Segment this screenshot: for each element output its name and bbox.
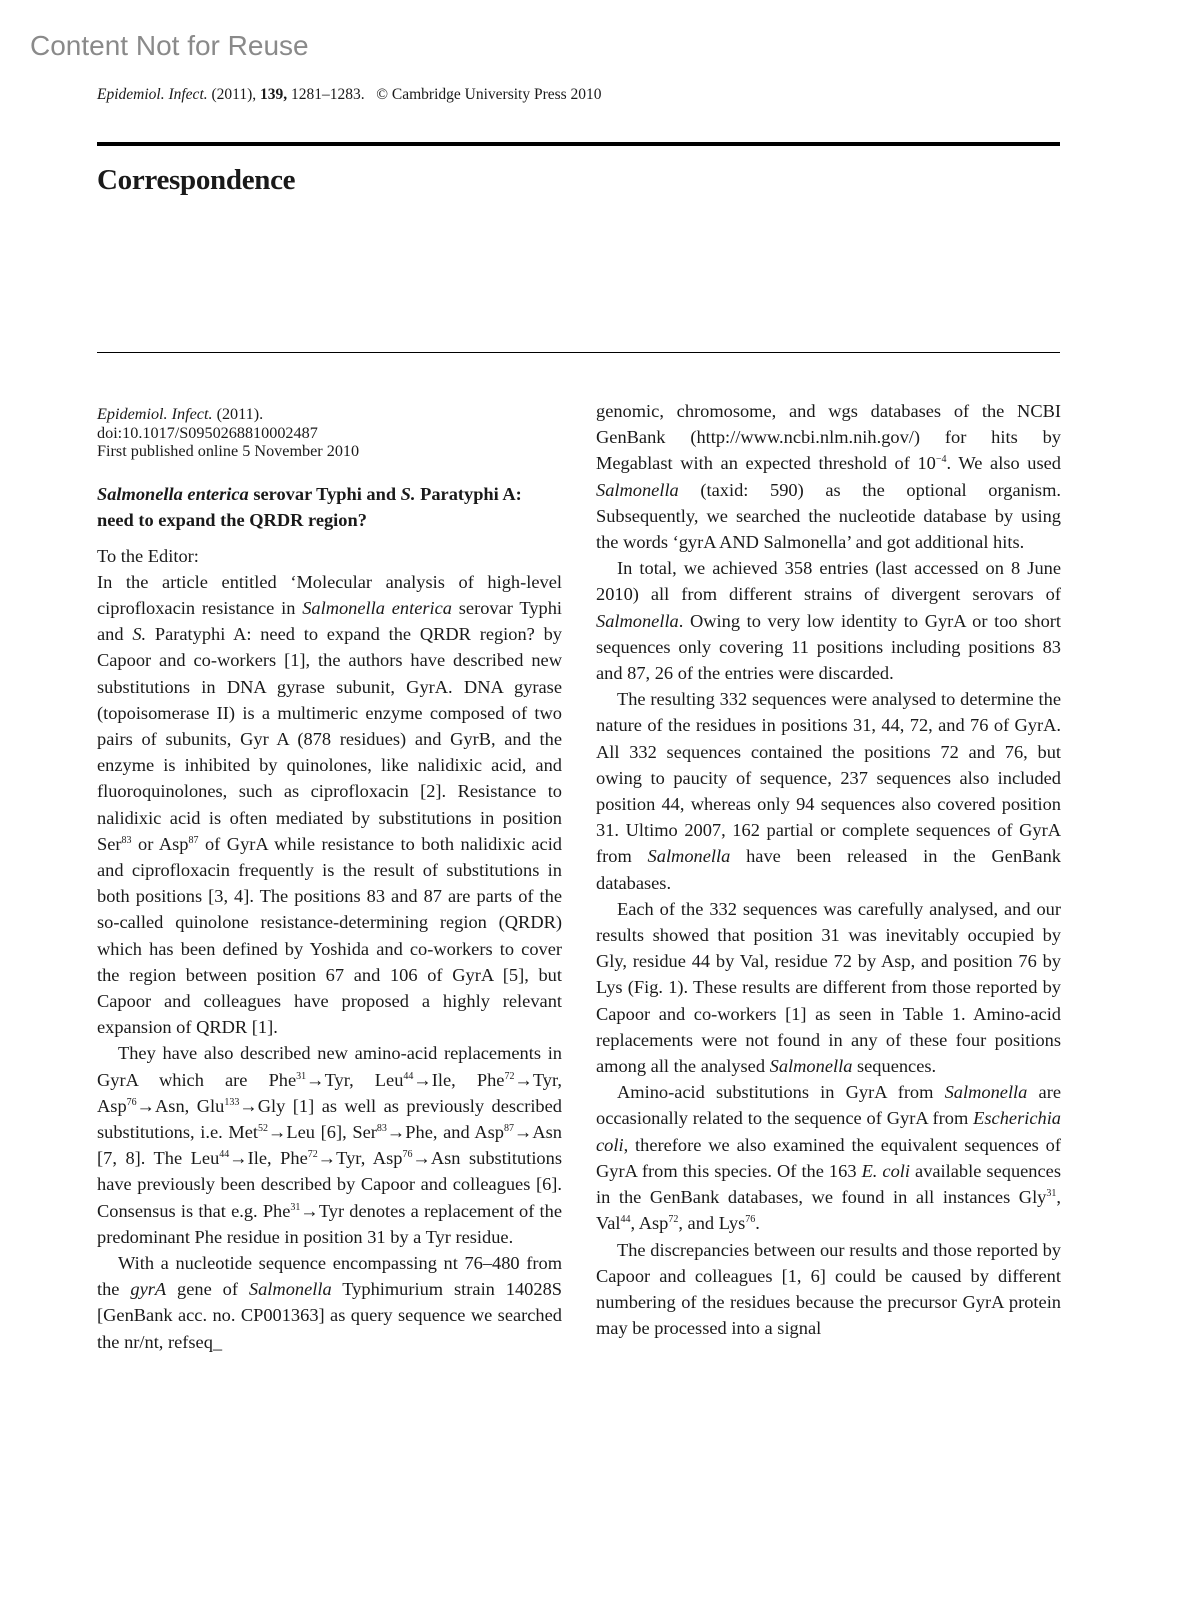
text-run: They have also described new amino-acid replacements in GyrA which are Phe: [97, 1043, 562, 1090]
text-run: With a nucleotide sequence encompassing nt 76–480 from the: [97, 1252, 562, 1300]
title-part2: Paratyphi A: need to expand the QRDR region?: [97, 483, 522, 530]
superscript: 76: [402, 1149, 413, 1161]
header-rule: [97, 142, 1060, 146]
italic-run: Salmonella enterica: [302, 597, 452, 618]
text-run: are occasionally related to the sequence of GyrA from: [596, 1082, 1061, 1129]
journal-volume: 139,: [260, 86, 288, 103]
body-paragraph-5: [596, 555, 1061, 686]
superscript: 31: [296, 1070, 307, 1082]
text-run: →Asn substitutions have previously been described by Capoor and colleagues [6]. Consensus is that e.g. Phe: [97, 1148, 562, 1221]
text-run: →Tyr denotes a replacement of the predominant Phe residue in position 31 by a Tyr residue.: [97, 1200, 562, 1247]
text-run: . We also used: [946, 453, 1061, 474]
article-title: [97, 481, 562, 533]
text-run: The resulting 332 sequences were analysed to determine the nature of the residues in positions 31, 44, 72, and 76 of GyrA. All 332 sequences contained the positions 72 and 76, but owing to paucity of sequence, 237 sequences also included position 44, whereas only 94 sequences also covered position 31. Ultimo 2007, 162 partial or complete sequences of GyrA from: [596, 689, 1061, 867]
body-paragraph-8: [596, 1079, 1061, 1236]
text-run: In total, we achieved 358 entries (last accessed on 8 June 2010) all from different strains of divergent serovars of: [596, 558, 1061, 605]
section-rule: [97, 352, 1060, 353]
text-run: available sequences in the GenBank databases, we found in all instances Gly: [596, 1160, 1061, 1208]
text-run: , Asp: [630, 1213, 669, 1234]
text-run: →Tyr, Asp: [97, 1069, 562, 1116]
superscript: 31: [290, 1201, 301, 1213]
superscript: 133: [224, 1096, 240, 1108]
text-run: →Tyr, Leu: [306, 1069, 404, 1090]
superscript: 72: [307, 1149, 318, 1161]
text-run: serovar Typhi and: [97, 597, 562, 645]
superscript: 44: [403, 1070, 414, 1082]
text-run: Each of the 332 sequences was carefully analysed, and our results showed that position 31 was inevitably occupied by Gly, residue 44 by Val, residue 72 by Asp, and position 76 by Lys (Fig. 1). These results are different from those reported by Capoor and co-workers [1] as seen in Table 1. Amino-acid replacements were not found in any of these four positions among all the analysed: [596, 898, 1061, 1077]
text-run: gene of: [166, 1279, 249, 1300]
text-run: Paratyphi A: need to expand the QRDR region? by Capoor and co-workers [1], the authors have described new substitutions in DNA gyrase subunit, GyrA. DNA gyrase (topoisomerase II) is a multimeric enzyme composed of two pairs of subunits, Gyr A (878 residues) and GyrB, and the enzyme is inhibited by quinolones, like nalidixic acid, and fluoroquinolones, such as ciprofloxacin [2]. Resistance to nalidixic acid is often mediated by substitutions in position Ser: [97, 624, 562, 854]
text-run: →Ile, Phe: [413, 1069, 505, 1090]
superscript: −4: [935, 454, 947, 466]
body-paragraph-7: [596, 896, 1061, 1079]
superscript: 31: [1046, 1188, 1057, 1200]
body-paragraph-6: [596, 686, 1061, 896]
italic-run: E. coli: [861, 1160, 910, 1181]
superscript: 83: [376, 1122, 387, 1134]
text-run: →Leu [6], Ser: [268, 1121, 377, 1142]
italic-run: Salmonella: [769, 1056, 853, 1077]
superscript: 87: [503, 1122, 514, 1134]
text-run: , and Lys: [678, 1213, 746, 1234]
copyright-notice: © Cambridge University Press 2010: [376, 86, 602, 103]
text-run: Amino-acid substitutions in GyrA from: [617, 1082, 945, 1103]
section-title: Correspondence: [97, 164, 296, 196]
superscript: 44: [620, 1214, 631, 1226]
text-run: →Gly [1] as well as previously described substitutions, i.e. Met: [97, 1095, 562, 1142]
italic-run: Salmonella: [647, 846, 731, 867]
italic-run: S.: [132, 624, 147, 645]
title-species2: S.: [400, 483, 416, 504]
text-run: →Ile, Phe: [229, 1148, 308, 1169]
text-run: genomic, chromosome, and wgs databases of the NCBI GenBank (http://www.ncbi.nlm.nih.gov/) for hits by Megablast with an expected threshold of 10: [596, 401, 1061, 474]
superscript: 52: [258, 1122, 269, 1134]
text-run: , therefore we also examined the equivalent sequences of GyrA from this species. Of the 163: [596, 1134, 1061, 1181]
body-paragraph-4: [596, 398, 1061, 555]
italic-run: Salmonella: [944, 1082, 1028, 1103]
meta-doi: doi:10.1017/S0950268810002487: [97, 423, 318, 442]
text-run: →Asn [7, 8]. The Leu: [97, 1121, 562, 1169]
text-run: of GyrA while resistance to both nalidixic acid and ciprofloxacin frequently is the result of substitutions in both positions [3, 4]. The positions 83 and 87 are parts of the so-called quinolone resistance-determining region (QRDR) which has been defined by Yoshida and co-workers to cover the region between position 67 and 106 of GyrA [5], but Capoor and colleagues have proposed a highly relevant expansion of QRDR [1].: [97, 833, 563, 1038]
text-run: , Val: [596, 1187, 1061, 1234]
journal-header: [97, 86, 602, 104]
text-run: →Asn, Glu: [136, 1095, 225, 1116]
superscript: 72: [504, 1070, 515, 1082]
left-column: [97, 405, 562, 1355]
italic-run: Salmonella: [596, 479, 679, 500]
italic-run: Escherichia coli: [596, 1108, 1061, 1155]
text-run: In the article entitled ‘Molecular analysis of high-level ciprofloxacin resistance in: [97, 571, 562, 618]
body-paragraph-9: [596, 1237, 1061, 1342]
superscript: 72: [668, 1214, 679, 1226]
right-column: [596, 398, 1061, 1341]
superscript: 83: [121, 834, 132, 846]
text-run: .: [755, 1213, 760, 1234]
article-meta: [97, 405, 562, 461]
text-run: have been released in the GenBank databases.: [596, 846, 1061, 893]
italic-run: Salmonella: [248, 1279, 332, 1300]
text-run: or Asp: [131, 833, 189, 854]
journal-name: Epidemiol. Infect.: [97, 86, 208, 103]
superscript: 87: [188, 834, 199, 846]
journal-pages: 1281–1283.: [291, 86, 365, 103]
text-run: The discrepancies between our results and those reported by Capoor and colleagues [1, 6] could be caused by different numbering of the residues because the precursor GyrA protein may be processed into a signal: [596, 1239, 1061, 1339]
meta-journal: Epidemiol. Infect.: [97, 405, 213, 423]
body-paragraph-2: [97, 1040, 562, 1250]
salutation: To the Editor:: [97, 545, 199, 566]
watermark: Content Not for Reuse: [30, 30, 309, 61]
body-paragraph-1: [97, 569, 562, 1041]
superscript: 76: [126, 1096, 137, 1108]
superscript: 44: [219, 1149, 230, 1161]
meta-published: First published online 5 November 2010: [97, 442, 360, 460]
title-species: Salmonella enterica: [97, 483, 249, 504]
text-run: →Tyr, Asp: [317, 1148, 403, 1169]
text-run: Typhimurium strain 14028S [GenBank acc. no. CP001363] as query sequence we searched the nr/nt, refseq_: [97, 1279, 562, 1352]
superscript: 76: [745, 1214, 756, 1226]
body-paragraph-3: [97, 1250, 562, 1355]
text-run: . Owing to very low identity to GyrA or too short sequences only covering 11 positions including positions 83 and 87, 26 of the entries were discarded.: [596, 610, 1061, 684]
meta-year: (2011).: [216, 405, 264, 423]
italic-run: gyrA: [130, 1279, 167, 1300]
journal-year: (2011),: [211, 86, 257, 103]
text-run: sequences.: [852, 1056, 937, 1077]
title-part1: serovar Typhi and: [248, 483, 401, 504]
text-run: (taxid: 590) as the optional organism. Subsequently, we searched the nucleotide database by using the words ‘gyrA AND Salmonella’ and got additional hits.: [596, 479, 1061, 553]
text-run: →Phe, and Asp: [386, 1121, 504, 1142]
italic-run: Salmonella: [596, 610, 679, 631]
